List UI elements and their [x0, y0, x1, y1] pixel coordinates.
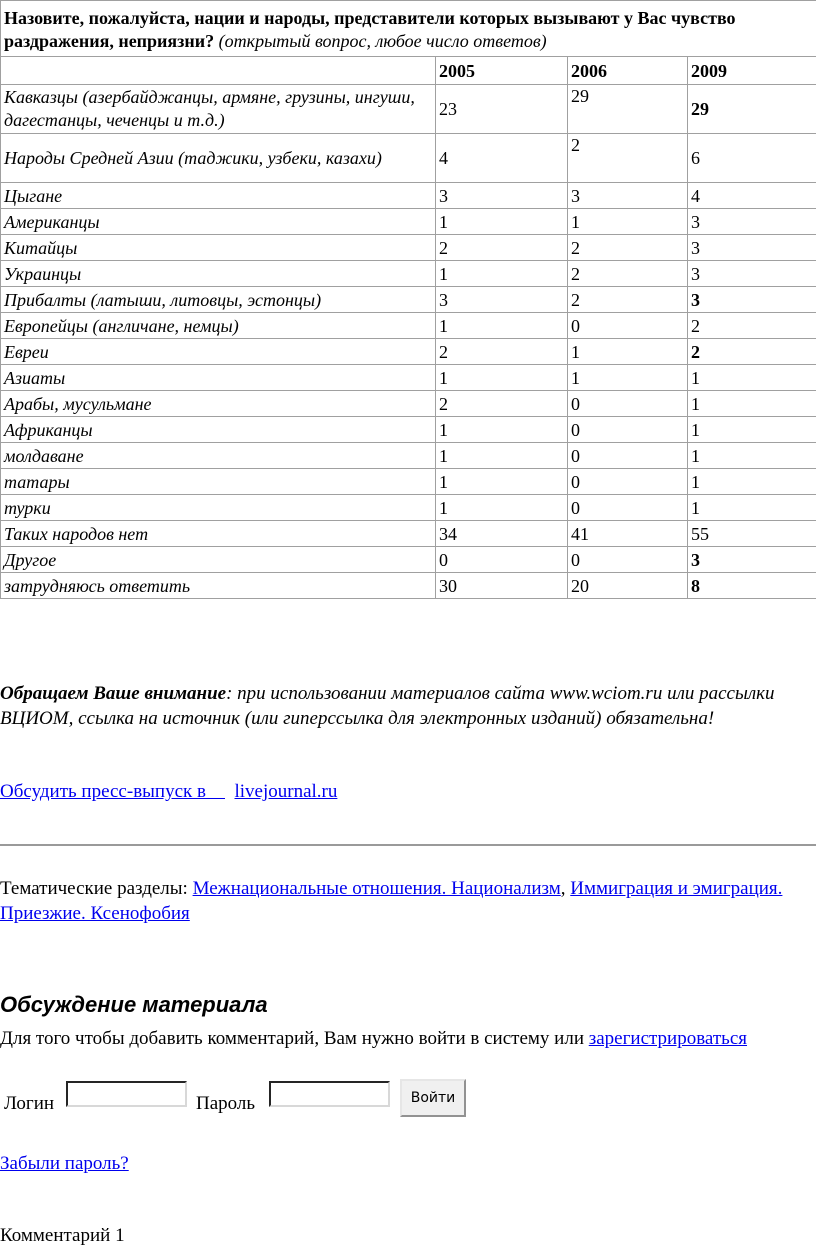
notice-heading: Обращаем Ваше внимание — [0, 683, 227, 704]
table-row — [1, 417, 816, 443]
value-2006: 0 — [568, 443, 688, 469]
notice-text: : при использовании материалов сайта www.wciom.ru или рассылки ВЦИОМ, ссылка на источник (или гиперссылка для электронных изданий) обязательна! — [0, 683, 775, 729]
value-2009: 2 — [688, 339, 816, 365]
login-form — [0, 1078, 816, 1122]
value-2006: 1 — [568, 365, 688, 391]
value-2005: 0 — [436, 547, 568, 573]
comment-count: Комментарий 1 — [0, 1225, 125, 1246]
table-row — [1, 495, 816, 521]
row-label: Арабы, мусульмане — [1, 391, 436, 417]
value-2005: 1 — [436, 261, 568, 287]
value-2009: 3 — [688, 235, 816, 261]
table-row — [1, 365, 816, 391]
register-link[interactable]: зарегистрироваться — [588, 1028, 748, 1049]
table-row — [1, 313, 816, 339]
year-header-2005: 2005 — [436, 57, 568, 85]
themes-prefix: Тематические разделы: — [0, 878, 193, 899]
value-2005: 30 — [436, 573, 568, 599]
login-hint — [0, 1026, 800, 1051]
discuss-line — [0, 780, 337, 804]
value-2009: 3 — [688, 547, 816, 573]
table-row — [1, 443, 816, 469]
value-2006: 0 — [568, 469, 688, 495]
value-2006: 0 — [568, 495, 688, 521]
row-label: Американцы — [1, 209, 436, 235]
question-row — [1, 1, 816, 57]
value-2009: 29 — [688, 85, 816, 134]
table-row — [1, 339, 816, 365]
table-row — [1, 261, 816, 287]
discuss-press-release-link[interactable]: Обсудить пресс-выпуск в — [0, 781, 225, 802]
value-2006: 3 — [568, 183, 688, 209]
value-2006: 2 — [568, 261, 688, 287]
header-row — [1, 57, 816, 85]
survey-question: Назовите, пожалуйста, нации и народы, представители которых вызывают у Вас чувство раздражения, неприязни? — [4, 8, 736, 51]
discuss-gap — [225, 781, 235, 802]
value-2006: 20 — [568, 573, 688, 599]
value-2005: 4 — [436, 134, 568, 183]
value-2005: 3 — [436, 287, 568, 313]
row-label: Народы Средней Азии (таджики, узбеки, казахи) — [1, 134, 436, 183]
header-blank-cell — [1, 57, 436, 85]
value-2006: 2 — [568, 235, 688, 261]
value-2005: 1 — [436, 209, 568, 235]
value-2009: 1 — [688, 365, 816, 391]
table-row — [1, 391, 816, 417]
livejournal-link[interactable]: livejournal.ru — [234, 781, 338, 802]
value-2006: 0 — [568, 313, 688, 339]
table-row — [1, 183, 816, 209]
table-row — [1, 85, 816, 134]
row-label: Кавказцы (азербайджанцы, армяне, грузины, ингуши, дагестанцы, чеченцы и т.д.) — [1, 85, 436, 134]
row-label: Другое — [1, 547, 436, 573]
value-2009: 2 — [688, 313, 816, 339]
table-row — [1, 209, 816, 235]
row-label: татары — [1, 469, 436, 495]
value-2005: 2 — [436, 235, 568, 261]
forgot-password-link[interactable]: Забыли пароль? — [0, 1153, 129, 1174]
value-2006: 2 — [568, 287, 688, 313]
value-2009: 1 — [688, 391, 816, 417]
value-2006: 29 — [568, 85, 688, 134]
theme-link-immigration[interactable]: Иммиграция и эмиграция. Приезжие. Ксенофобия — [0, 878, 783, 924]
password-label: Пароль — [196, 1093, 256, 1114]
usage-notice — [0, 681, 800, 731]
login-label: Логин — [4, 1093, 55, 1114]
theme-link-nationalism[interactable]: Межнациональные отношения. Национализм — [192, 878, 561, 899]
value-2006: 0 — [568, 391, 688, 417]
table-row — [1, 287, 816, 313]
question-note: (открытый вопрос, любое число ответов) — [218, 31, 547, 51]
value-2005: 1 — [436, 417, 568, 443]
table-row — [1, 235, 816, 261]
value-2006: 1 — [568, 209, 688, 235]
value-2005: 1 — [436, 469, 568, 495]
value-2006: 2 — [568, 134, 688, 183]
value-2005: 1 — [436, 313, 568, 339]
value-2006: 1 — [568, 339, 688, 365]
discussion-title: Обсуждение материала — [0, 992, 268, 1017]
login-hint-text: Для того чтобы добавить комментарий, Вам нужно войти в систему или — [0, 1028, 589, 1049]
table-row — [1, 469, 816, 495]
year-header-2009: 2009 — [688, 57, 816, 85]
value-2005: 2 — [436, 391, 568, 417]
value-2009: 3 — [688, 209, 816, 235]
value-2009: 8 — [688, 573, 816, 599]
login-button[interactable]: Войти — [400, 1079, 466, 1117]
table-row — [1, 547, 816, 573]
value-2009: 6 — [688, 134, 816, 183]
value-2005: 1 — [436, 443, 568, 469]
row-label: Таких народов нет — [1, 521, 436, 547]
value-2005: 1 — [436, 365, 568, 391]
themes-separator: , — [560, 878, 571, 899]
value-2006: 0 — [568, 417, 688, 443]
value-2009: 55 — [688, 521, 816, 547]
table-row — [1, 573, 816, 599]
login-input[interactable] — [66, 1081, 187, 1107]
row-label: Африканцы — [1, 417, 436, 443]
value-2005: 3 — [436, 183, 568, 209]
row-label: Евреи — [1, 339, 436, 365]
row-label: затрудняюсь ответить — [1, 573, 436, 599]
value-2006: 41 — [568, 521, 688, 547]
divider — [0, 844, 816, 846]
table-row — [1, 134, 816, 183]
value-2005: 34 — [436, 521, 568, 547]
value-2005: 1 — [436, 495, 568, 521]
value-2006: 0 — [568, 547, 688, 573]
year-header-2006: 2006 — [568, 57, 688, 85]
row-label: Азиаты — [1, 365, 436, 391]
value-2009: 1 — [688, 443, 816, 469]
row-label: Прибалты (латыши, литовцы, эстонцы) — [1, 287, 436, 313]
value-2005: 2 — [436, 339, 568, 365]
row-label: Китайцы — [1, 235, 436, 261]
value-2009: 1 — [688, 417, 816, 443]
row-label: молдаване — [1, 443, 436, 469]
row-label: Украинцы — [1, 261, 436, 287]
row-label: Европейцы (англичане, немцы) — [1, 313, 436, 339]
value-2009: 1 — [688, 469, 816, 495]
value-2009: 4 — [688, 183, 816, 209]
row-label: турки — [1, 495, 436, 521]
question-cell — [1, 1, 816, 57]
password-input[interactable] — [269, 1081, 390, 1107]
value-2009: 3 — [688, 287, 816, 313]
forgot-password-line — [0, 1152, 129, 1176]
value-2009: 3 — [688, 261, 816, 287]
survey-table — [0, 0, 816, 599]
table-row — [1, 521, 816, 547]
row-label: Цыгане — [1, 183, 436, 209]
thematic-sections — [0, 876, 800, 926]
value-2005: 23 — [436, 85, 568, 134]
value-2009: 1 — [688, 495, 816, 521]
